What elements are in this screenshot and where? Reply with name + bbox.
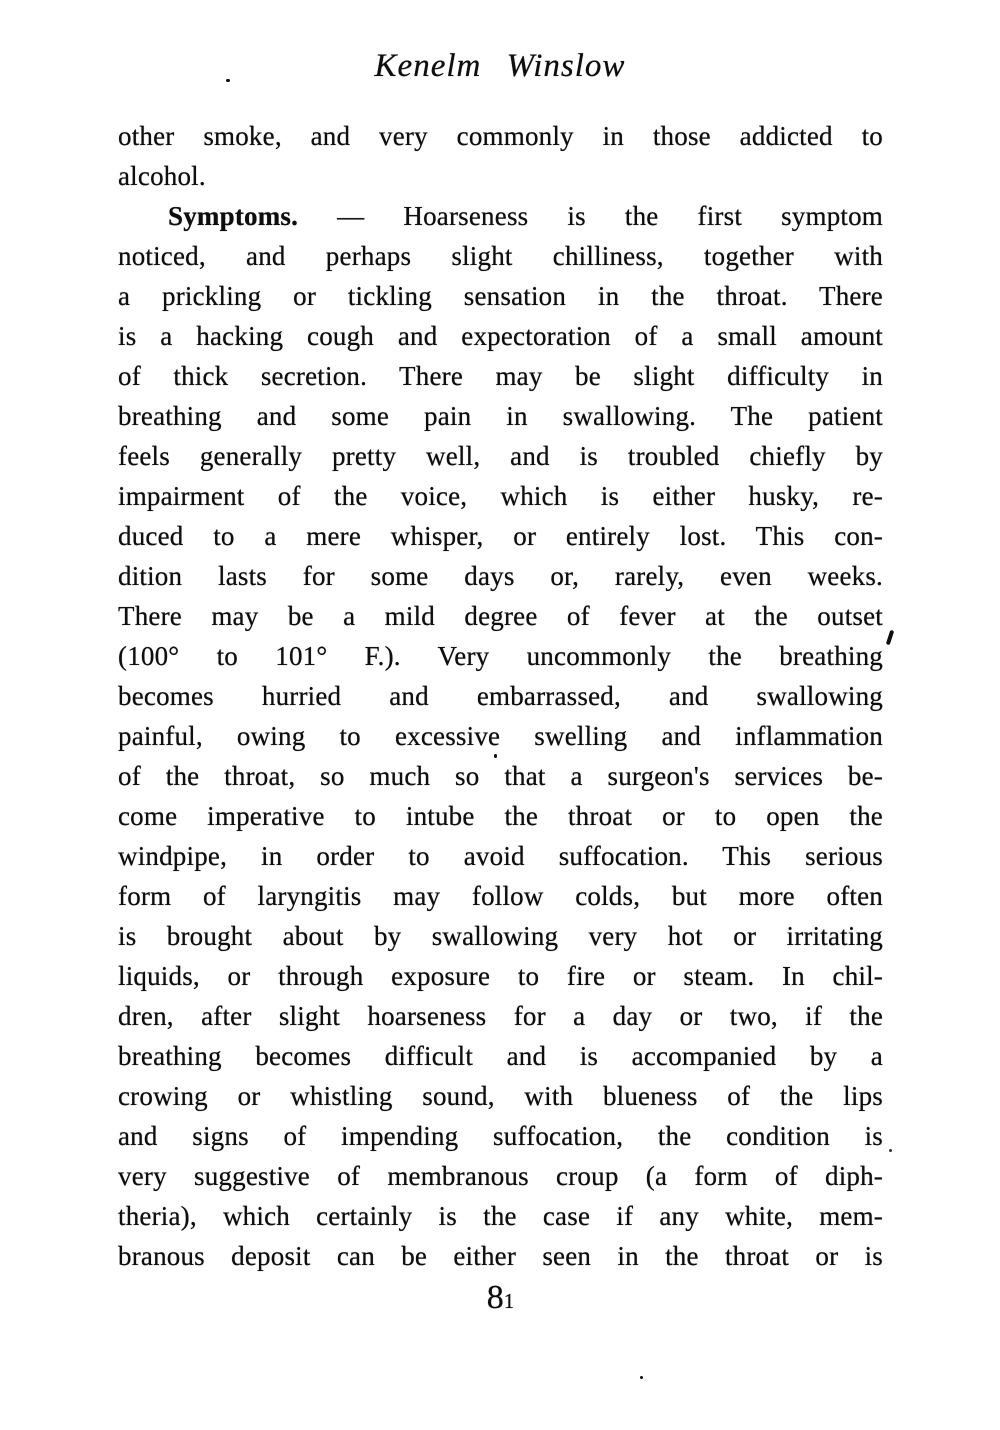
text-line: crowing or whistling sound, with blueness of the lips (118, 1081, 883, 1111)
text-line: of the throat, so much so that a surgeon's services be- (118, 761, 883, 791)
text-line: breathing and some pain in swallowing. The patient (118, 401, 883, 431)
text-line: feels generally pretty well, and is troubled chiefly by (118, 441, 883, 471)
text-line: very suggestive of membranous croup (a form of diph- (118, 1161, 883, 1191)
text-line: branous deposit can be either seen in the throat or is (118, 1241, 883, 1271)
text-line: impairment of the voice, which is either husky, re- (118, 481, 883, 511)
text-line: noticed, and perhaps slight chilliness, together with (118, 241, 883, 271)
scan-speck (889, 1149, 892, 1152)
text-line: windpipe, in order to avoid suffocation. This serious (118, 841, 883, 871)
text-line: (100° to 101° F.). Very uncommonly the breathing (118, 641, 883, 671)
text-line: a prickling or tickling sensation in the throat. There (118, 281, 883, 311)
text-block (118, 116, 883, 1276)
text-line: There may be a mild degree of fever at the outset (118, 601, 883, 631)
scan-speck (226, 79, 230, 82)
text-line: and signs of impending suffocation, the condition is (118, 1121, 883, 1151)
scan-speck (640, 1376, 643, 1379)
text-line: of thick secretion. There may be slight difficulty in (118, 361, 883, 391)
text-line: form of laryngitis may follow colds, but more often (118, 881, 883, 911)
page-number: 81 (486, 1279, 515, 1316)
scan-speck (494, 754, 497, 758)
text-line: Symptoms. — Hoarseness is the first symptom (168, 201, 883, 231)
text-line: alcohol. (118, 161, 206, 191)
text-line: breathing becomes difficult and is accompanied by a (118, 1041, 883, 1071)
bold-lead-in: Symptoms. (168, 201, 299, 231)
running-head: Kenelm Winslow (374, 48, 626, 84)
text-line: come imperative to intube the throat or to open the (118, 801, 883, 831)
text-line: theria), which certainly is the case if any white, mem- (118, 1201, 883, 1231)
text-line: liquids, or through exposure to fire or steam. In chil- (118, 961, 883, 991)
text-line: is a hacking cough and expectoration of a small amount (118, 321, 883, 351)
scan-speck (886, 630, 894, 646)
text-line: dition lasts for some days or, rarely, even weeks. (118, 561, 883, 591)
text-line: becomes hurried and embarrassed, and swallowing (118, 681, 883, 711)
text-line: painful, owing to excessive swelling and inflammation (118, 721, 883, 751)
text-line: is brought about by swallowing very hot or irritating (118, 921, 883, 951)
text-line: other smoke, and very commonly in those addicted to (118, 121, 883, 151)
text-line: duced to a mere whisper, or entirely lost. This con- (118, 521, 883, 551)
text-line: dren, after slight hoarseness for a day or two, if the (118, 1001, 883, 1031)
